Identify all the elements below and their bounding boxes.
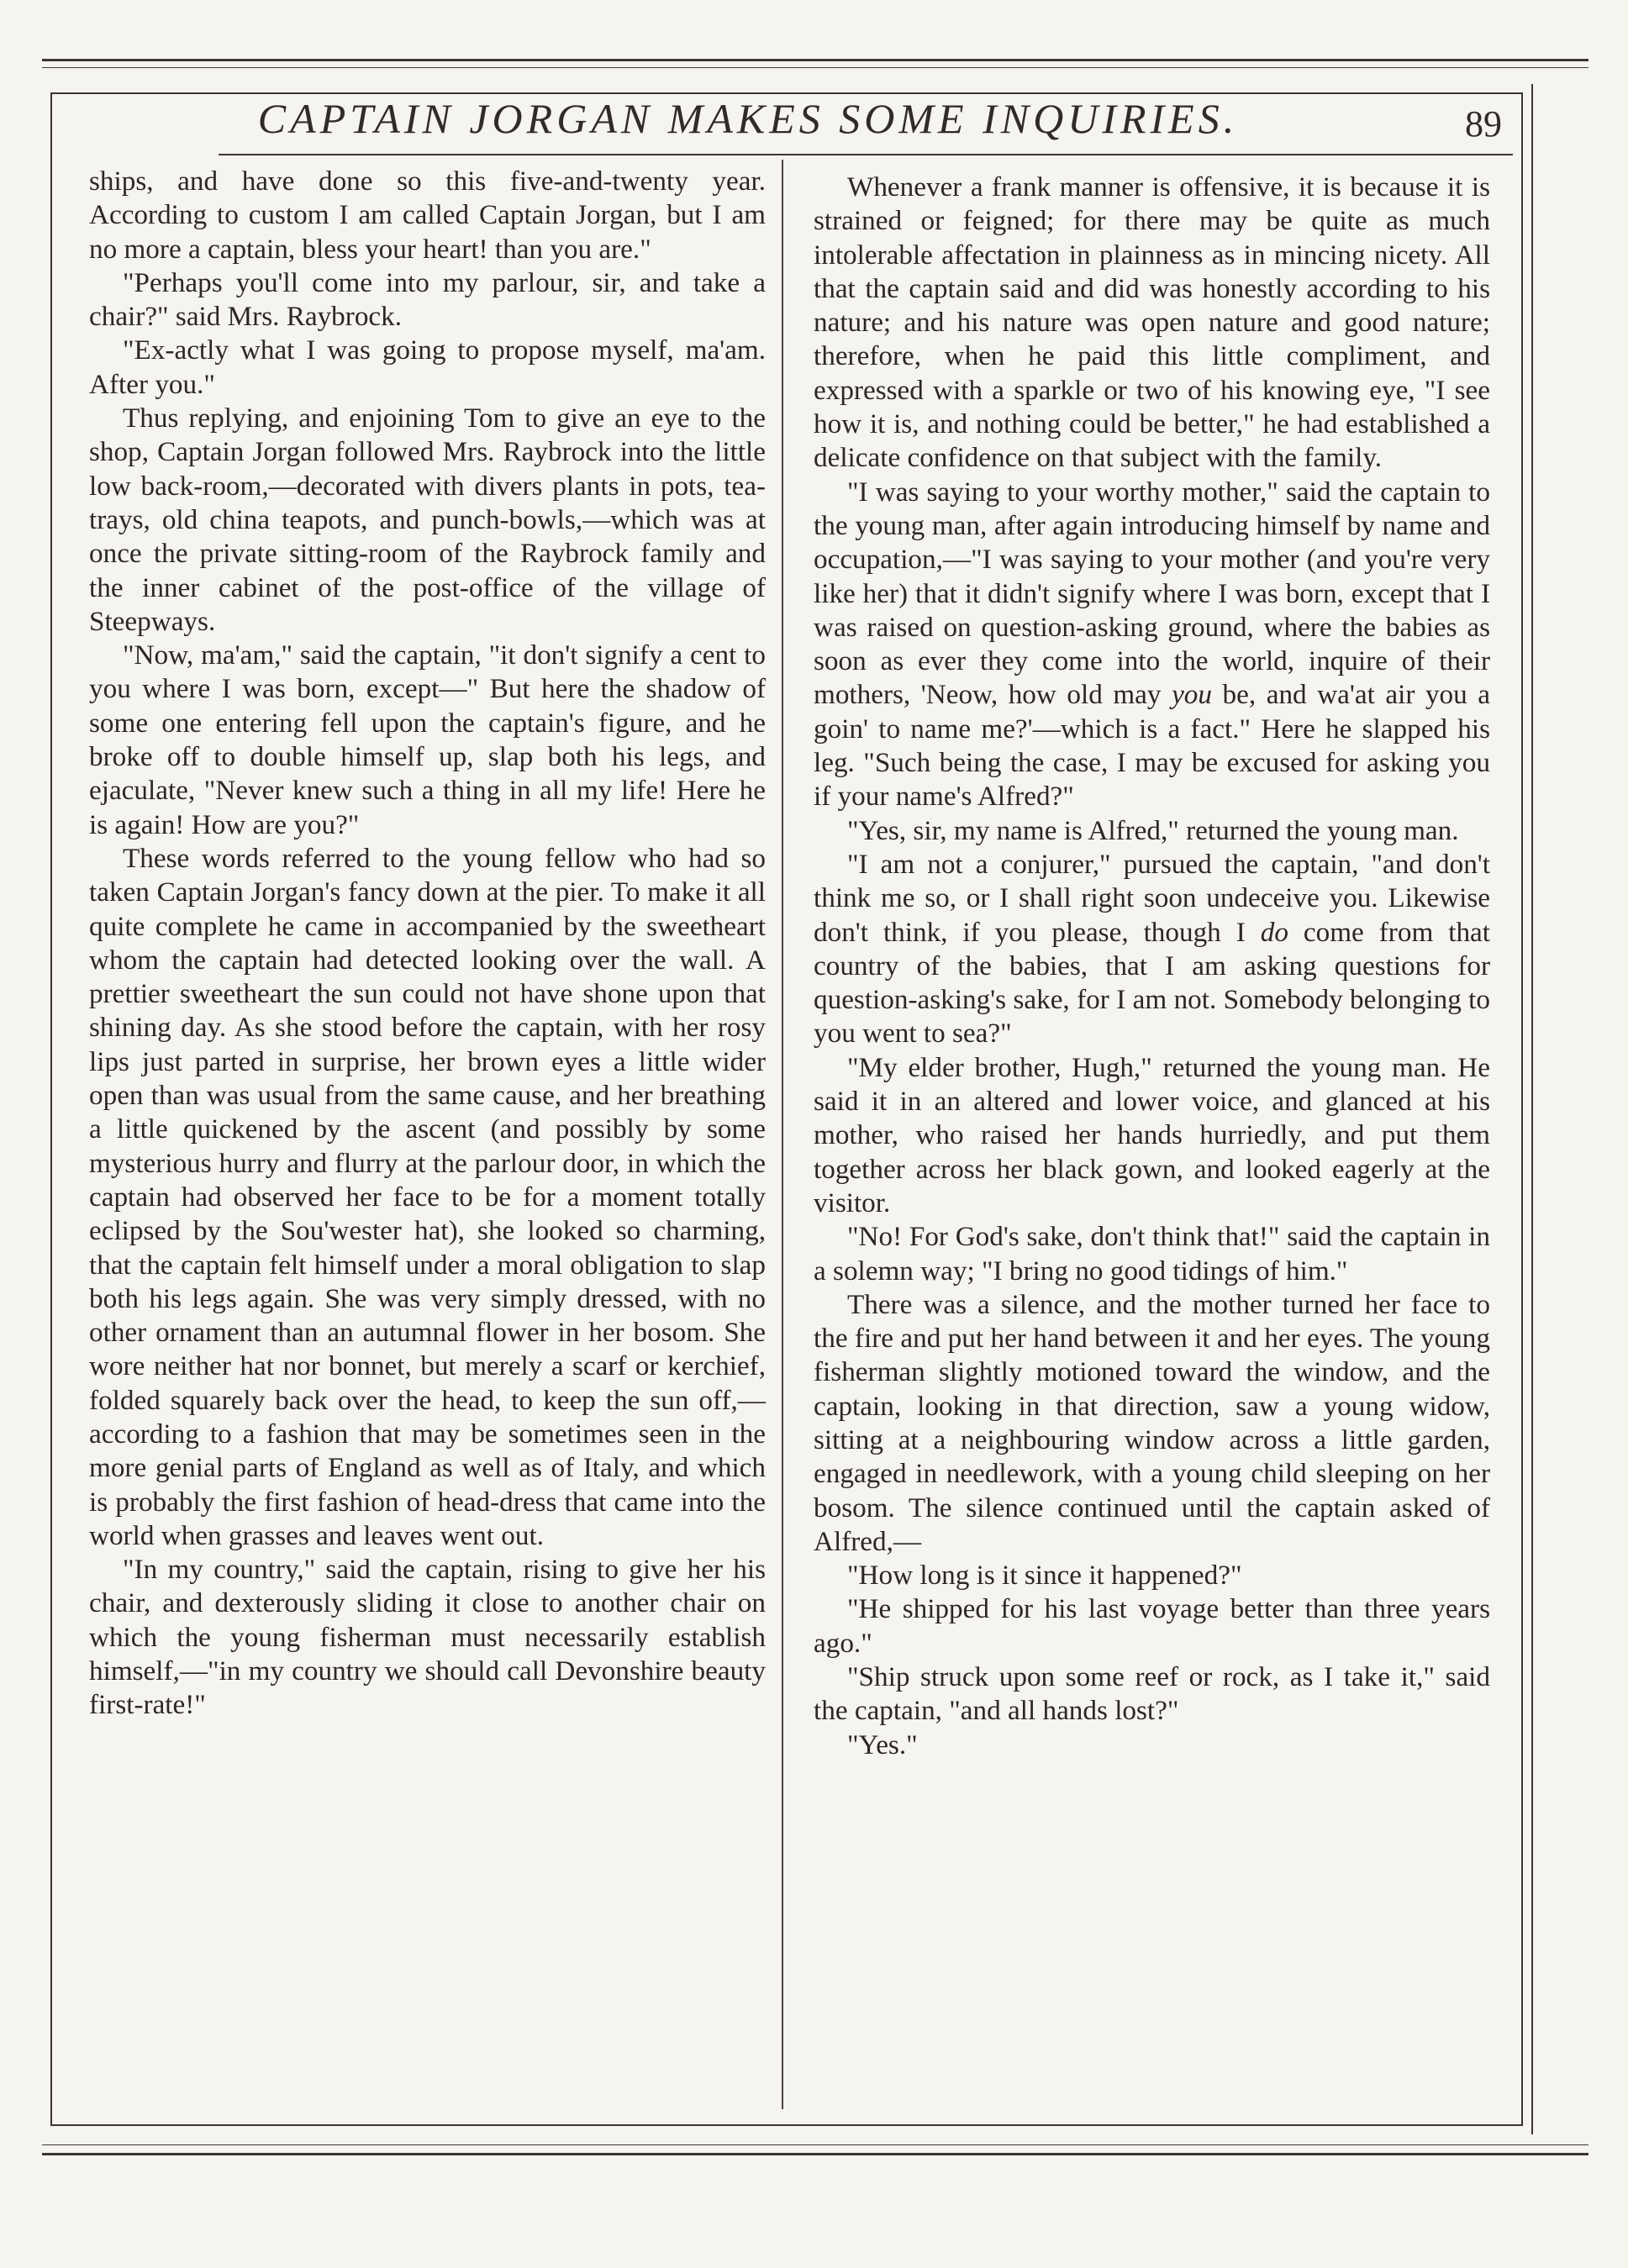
- paragraph: Thus replying, and enjoining Tom to give an eye to the shop, Captain Jorgan followed Mrs. Raybrock into the little low back-room,—decorated with divers plants in pots, tea-trays, old china teapots, and punch-bowls,—which was at once the private sitting-room of the Raybrock family and the inner cabinet of the post-office of the village of Steepways.: [89, 403, 766, 637]
- bottom-rule-inner: [42, 2144, 1588, 2145]
- paragraph: "Ship struck upon some reef or rock, as I take it," said the captain, "and all hands lost?": [814, 1661, 1490, 1727]
- bottom-rule-outer: [42, 2153, 1588, 2155]
- column-divider: [782, 160, 783, 2109]
- paragraph: These words referred to the young fellow who had so taken Captain Jorgan's fancy down at the pier. To make it all quite complete he came in accompanied by the sweetheart whom the captain had detected looking over the wall. A prettier sweetheart the sun could not have shone upon that shining day. As she stood before the captain, with her rosy lips just parted in surprise, her brown eyes a little wider open than was usual from the same cause, and her breathing a little quickened by the ascent (and possibly by some mysterious hurry and flurry at the parlour door, in which the captain had observed her face to be for a moment totally eclipsed by the Sou'wester hat), she looked so charming, that the captain felt himself under a moral obligation to slap both his legs again. She was very simply dressed, with no other ornament than an autumnal flower in her bosom. She wore neither hat nor bonnet, but merely a scarf or kerchief, folded squarely back over the head, to keep the sun off,—according to a fashion that may be sometimes seen in the more genial parts of England as well as of Italy, and which is probably the first fashion of head-dress that came into the world when grasses and leaves went out.: [89, 842, 766, 1551]
- paragraph: "In my country," said the captain, rising to give her his chair, and dexterously sliding it close to another chair on which the young fisherman must necessarily establish himself,—"in my country we should call Devonshire beauty first-rate!": [89, 1554, 766, 1721]
- paragraph: "He shipped for his last voyage better than three years ago.": [814, 1593, 1490, 1659]
- page-number: 89: [1465, 103, 1502, 145]
- paragraph: Whenever a frank manner is offensive, it is because it is strained or feigned; for there may be quite as much intolerable affectation in plainness as in mincing nicety. All that the captain said and did was honestly according to his nature; and his nature was open nature and good nature; therefore, when he paid this little compliment, and expressed with a sparkle or two of his knowing eye, "I see how it is, and nothing could be better," he had established a delicate confidence on that subject with the family.: [814, 171, 1490, 474]
- paragraph: "How long is it since it happened?": [847, 1560, 1242, 1592]
- paragraph: [814, 476, 1490, 814]
- paragraph: "Yes.": [847, 1729, 918, 1760]
- paragraph-text: "I was saying to your worthy mother," said the captain to the young man, after again introducing himself by name and occupation,—"I was saying to your mother (and you're very like her) that it didn't signify where I was born, except that I was raised on question-asking ground, where the babies as soon as ever they come into the world, inquire of their mothers, 'Neow, how old may: [814, 476, 1490, 711]
- paragraph: "Now, ma'am," said the captain, "it don't signify a cent to you where I was born, except—" But here the shadow of some one entering fell upon the captain's figure, and he broke off to double himself up, slap both his legs, and ejaculate, "Never knew such a thing in all my life! Here he is again! How are you?": [89, 639, 766, 840]
- emphasis: you: [1172, 679, 1212, 711]
- paragraph-text: be, and wa'at air you a goin' to name me?'—which is a fact." Here he slapped his leg. "Such being the case, I may be excused for asking you if your name's Alfred?": [814, 679, 1491, 813]
- paragraph: "Yes, sir, my name is Alfred," returned the young man.: [847, 814, 1459, 846]
- paragraph: "No! For God's sake, don't think that!" said the captain in a solemn way; "I bring no good tidings of him.": [814, 1221, 1490, 1287]
- top-rule-outer: [42, 59, 1588, 61]
- paragraph: ships, and have done so this five-and-twenty year. According to custom I am called Captain Jorgan, but I am no more a captain, bless your heart! than you are.": [89, 166, 766, 265]
- paragraph-text: "I am not a conjurer," pursued the captain, "and don't think me so, or I shall right soon undeceive you. Likewise don't think, if you please, though I: [814, 848, 1490, 948]
- paragraph: There was a silence, and the mother turned her face to the fire and put her hand between it and her eyes. The young fisherman slightly motioned toward the window, and the captain, looking in that direction, saw a young widow, sitting at a neighbouring window across a little garden, engaged in needlework, with a young child sleeping on her bosom. The silence continued until the captain asked of Alfred,—: [814, 1288, 1490, 1557]
- paragraph: "Ex-actly what I was going to propose myself, ma'am. After you.": [89, 334, 766, 400]
- right-edge-rule: [1531, 84, 1533, 2134]
- left-column: [89, 165, 766, 1723]
- right-column: [814, 171, 1490, 1762]
- emphasis: do: [1260, 916, 1288, 948]
- paragraph-text: come from that country of the babies, that I am asking questions for question-asking's sake, for I am not. Somebody belonging to you went to sea?": [814, 916, 1490, 1050]
- page-title: CAPTAIN JORGAN MAKES SOME INQUIRIES.: [257, 95, 1239, 142]
- paragraph: [814, 848, 1490, 1051]
- paragraph: "My elder brother, Hugh," returned the young man. He said it in an altered and lower voice, and glanced at his mother, who raised her hands hurriedly, and put them together across her black gown, and looked eagerly at the visitor.: [814, 1051, 1490, 1218]
- top-rule-inner: [42, 67, 1588, 68]
- paragraph: "Perhaps you'll come into my parlour, sir, and take a chair?" said Mrs. Raybrock.: [89, 266, 766, 333]
